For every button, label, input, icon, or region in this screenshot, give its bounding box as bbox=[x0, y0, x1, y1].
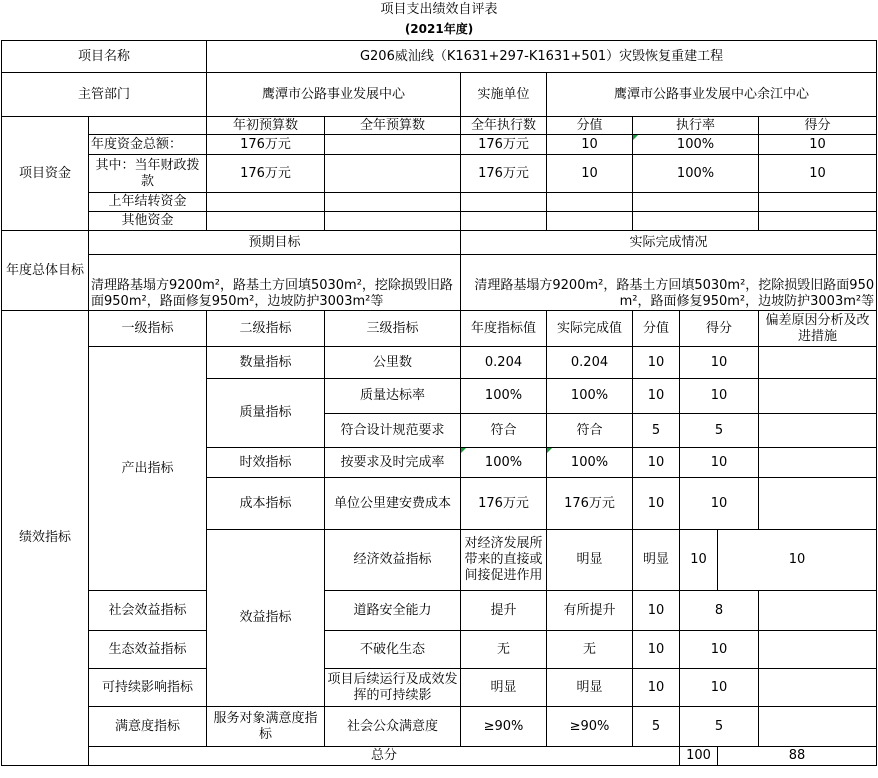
indicator-actual: 有所提升 bbox=[547, 591, 633, 631]
funds-row-rate bbox=[633, 193, 759, 212]
funds-row-annual bbox=[325, 212, 461, 231]
goals-header-row bbox=[2, 231, 877, 255]
indicator-target: 0.204 bbox=[461, 347, 547, 379]
funds-row-score-value bbox=[547, 212, 633, 231]
goals-actual-header: 实际完成情况 bbox=[461, 231, 877, 255]
indicator-level3: 对经济发展所带来的直接或间接促进作用 bbox=[461, 530, 547, 591]
funds-row-annual bbox=[325, 135, 461, 155]
indicator-header-actual: 实际完成值 bbox=[547, 311, 633, 347]
impl-label: 实施单位 bbox=[461, 73, 547, 117]
funds-header-annual: 全年预算数 bbox=[325, 117, 461, 135]
funds-row-score bbox=[759, 212, 877, 231]
level1-satisfaction: 满意度指标 bbox=[89, 707, 207, 747]
performance-table bbox=[1, 40, 877, 766]
funds-header-executed: 全年执行数 bbox=[461, 117, 547, 135]
funds-row-executed: 176万元 bbox=[461, 155, 547, 193]
indicator-note bbox=[759, 669, 877, 707]
report-header bbox=[0, 0, 878, 40]
funds-row-score-value: 10 bbox=[547, 155, 633, 193]
level2-economic: 经济效益指标 bbox=[325, 530, 461, 591]
indicator-target: 100% bbox=[461, 448, 547, 478]
funds-row bbox=[2, 212, 877, 231]
indicator-row bbox=[2, 707, 877, 747]
total-row bbox=[2, 747, 877, 766]
level2-sustainable: 可持续影响指标 bbox=[89, 669, 207, 707]
indicator-level3: 单位公里建安费成本 bbox=[325, 478, 461, 530]
funds-row-executed bbox=[461, 212, 547, 231]
indicator-actual: 176万元 bbox=[547, 478, 633, 530]
funds-row-rate bbox=[633, 212, 759, 231]
indicator-target: 100% bbox=[461, 379, 547, 414]
total-label: 总分 bbox=[89, 747, 680, 766]
level2-social: 社会效益指标 bbox=[89, 591, 207, 631]
funds-section-label: 项目资金 bbox=[2, 117, 89, 231]
indicator-actual: ≥90% bbox=[547, 707, 633, 747]
indicator-note bbox=[759, 707, 877, 747]
indicator-actual: 无 bbox=[547, 631, 633, 669]
goals-section-label: 年度总体目标 bbox=[2, 231, 89, 311]
funds-row-initial: 176万元 bbox=[207, 135, 325, 155]
funds-row-executed: 176万元 bbox=[461, 135, 547, 155]
indicator-value: 5 bbox=[633, 414, 680, 448]
indicator-note bbox=[759, 379, 877, 414]
indicator-header-level3: 三级指标 bbox=[325, 311, 461, 347]
dept-value: 鹰潭市公路事业发展中心 bbox=[207, 73, 461, 117]
indicator-value: 10 bbox=[633, 478, 680, 530]
indicator-header-level2: 二级指标 bbox=[207, 311, 325, 347]
funds-header-score: 得分 bbox=[759, 117, 877, 135]
goals-expected-text: 清理路基塌方9200m²，路基土方回填5030m²，挖除损毁旧路面950m²，路面修复950m²，边坡防护3003m²等 bbox=[89, 255, 461, 311]
funds-header-initial: 年初预算数 bbox=[207, 117, 325, 135]
funds-row-executed bbox=[461, 193, 547, 212]
total-value: 100 bbox=[680, 747, 718, 766]
indicator-score: 10 bbox=[680, 631, 759, 669]
indicator-value: 10 bbox=[633, 347, 680, 379]
indicator-level3: 符合设计规范要求 bbox=[325, 414, 461, 448]
funds-row-score-value: 10 bbox=[547, 135, 633, 155]
funds-row-label: 上年结转资金 bbox=[89, 193, 207, 212]
indicator-row bbox=[2, 591, 877, 631]
indicator-header-note: 偏差原因分析及改进措施 bbox=[759, 311, 877, 347]
indicator-actual: 明显 bbox=[547, 669, 633, 707]
indicator-header-row bbox=[2, 311, 877, 347]
indicator-level3: 道路安全能力 bbox=[325, 591, 461, 631]
level1-output: 产出指标 bbox=[89, 347, 207, 591]
funds-header-rate: 执行率 bbox=[633, 117, 759, 135]
level2-service: 服务对象满意度指标 bbox=[207, 707, 325, 747]
indicator-header-value: 分值 bbox=[633, 311, 680, 347]
indicator-note bbox=[759, 448, 877, 478]
indicator-note bbox=[759, 478, 877, 530]
indicator-actual: 明显 bbox=[633, 530, 680, 591]
indicator-score: 10 bbox=[680, 379, 759, 414]
indicator-header-level1: 一级指标 bbox=[89, 311, 207, 347]
funds-row-initial bbox=[207, 193, 325, 212]
level2-quality: 质量指标 bbox=[207, 379, 325, 448]
project-name-value: G206威汕线（K1631+297-K1631+501）灾毁恢复重建工程 bbox=[207, 41, 877, 73]
indicator-value: 10 bbox=[633, 669, 680, 707]
funds-header-blank bbox=[89, 117, 207, 135]
indicator-level3: 质量达标率 bbox=[325, 379, 461, 414]
indicator-target: 明显 bbox=[461, 669, 547, 707]
funds-row-label: 其中：当年财政拨款 bbox=[89, 155, 207, 193]
indicator-level3: 社会公众满意度 bbox=[325, 707, 461, 747]
indicator-target: 明显 bbox=[547, 530, 633, 591]
funds-row-rate: 100% bbox=[633, 135, 759, 155]
level1-benefit: 效益指标 bbox=[207, 530, 325, 707]
indicator-score: 8 bbox=[680, 591, 759, 631]
indicator-score: 5 bbox=[680, 707, 759, 747]
indicator-score: 5 bbox=[680, 414, 759, 448]
indicator-actual: 0.204 bbox=[547, 347, 633, 379]
indicator-target: 176万元 bbox=[461, 478, 547, 530]
indicator-header-score: 得分 bbox=[680, 311, 759, 347]
indicator-value: 10 bbox=[633, 448, 680, 478]
indicator-row bbox=[2, 669, 877, 707]
funds-row-annual bbox=[325, 155, 461, 193]
report-subtitle: (2021年度) bbox=[404, 22, 474, 36]
funds-row-initial: 176万元 bbox=[207, 155, 325, 193]
indicator-score: 10 bbox=[718, 530, 877, 591]
indicator-level3: 公里数 bbox=[325, 347, 461, 379]
funds-row-score: 10 bbox=[759, 155, 877, 193]
goals-actual-text: 清理路基塌方9200m²，路基土方回填5030m²，挖除损毁旧路面950m²，路面修复950m²，边坡防护3003m²等 bbox=[461, 255, 877, 311]
level2-cost: 成本指标 bbox=[207, 478, 325, 530]
funds-row-label: 其他资金 bbox=[89, 212, 207, 231]
report-title: 项目支出绩效自评表 bbox=[380, 2, 498, 17]
indicator-score: 10 bbox=[680, 669, 759, 707]
indicator-level3: 不破化生态 bbox=[325, 631, 461, 669]
indicator-value: 10 bbox=[680, 530, 718, 591]
goals-content-row bbox=[2, 255, 877, 311]
indicator-value: 10 bbox=[633, 379, 680, 414]
funds-header-row bbox=[2, 117, 877, 135]
indicator-row bbox=[2, 631, 877, 669]
funds-row bbox=[2, 193, 877, 212]
indicator-score: 10 bbox=[680, 347, 759, 379]
funds-header-score-value: 分值 bbox=[547, 117, 633, 135]
indicator-value: 10 bbox=[633, 591, 680, 631]
indicator-level3: 按要求及时完成率 bbox=[325, 448, 461, 478]
impl-value: 鹰潭市公路事业发展中心余江中心 bbox=[547, 73, 877, 117]
indicator-note bbox=[759, 347, 877, 379]
indicator-section-label: 绩效指标 bbox=[2, 311, 89, 766]
indicator-actual: 100% bbox=[547, 379, 633, 414]
funds-row-annual bbox=[325, 193, 461, 212]
total-score: 88 bbox=[718, 747, 877, 766]
funds-row bbox=[2, 135, 877, 155]
indicator-value: 10 bbox=[633, 631, 680, 669]
project-name-row bbox=[2, 41, 877, 73]
indicator-target: ≥90% bbox=[461, 707, 547, 747]
indicator-level3: 项目后续运行及成效发挥的可持续影 bbox=[325, 669, 461, 707]
funds-row-score-value bbox=[547, 193, 633, 212]
dept-label: 主管部门 bbox=[2, 73, 207, 117]
funds-row-rate: 100% bbox=[633, 155, 759, 193]
level2-ecological: 生态效益指标 bbox=[89, 631, 207, 669]
project-name-label: 项目名称 bbox=[2, 41, 207, 73]
level2-timeliness: 时效指标 bbox=[207, 448, 325, 478]
indicator-score: 10 bbox=[680, 478, 759, 530]
funds-row bbox=[2, 155, 877, 193]
indicator-target: 提升 bbox=[461, 591, 547, 631]
indicator-actual: 符合 bbox=[547, 414, 633, 448]
indicator-target: 符合 bbox=[461, 414, 547, 448]
funds-row-score: 10 bbox=[759, 135, 877, 155]
indicator-target: 无 bbox=[461, 631, 547, 669]
indicator-row bbox=[2, 347, 877, 379]
indicator-score: 10 bbox=[680, 448, 759, 478]
indicator-note bbox=[759, 631, 877, 669]
goals-expected-header: 预期目标 bbox=[89, 231, 461, 255]
funds-row-initial bbox=[207, 212, 325, 231]
funds-row-label: 年度资金总额： bbox=[89, 135, 207, 155]
department-row bbox=[2, 73, 877, 117]
level2-quantity: 数量指标 bbox=[207, 347, 325, 379]
indicator-header-target: 年度指标值 bbox=[461, 311, 547, 347]
indicator-actual: 100% bbox=[547, 448, 633, 478]
funds-row-score bbox=[759, 193, 877, 212]
indicator-note bbox=[759, 591, 877, 631]
indicator-value: 5 bbox=[633, 707, 680, 747]
indicator-note bbox=[759, 414, 877, 448]
